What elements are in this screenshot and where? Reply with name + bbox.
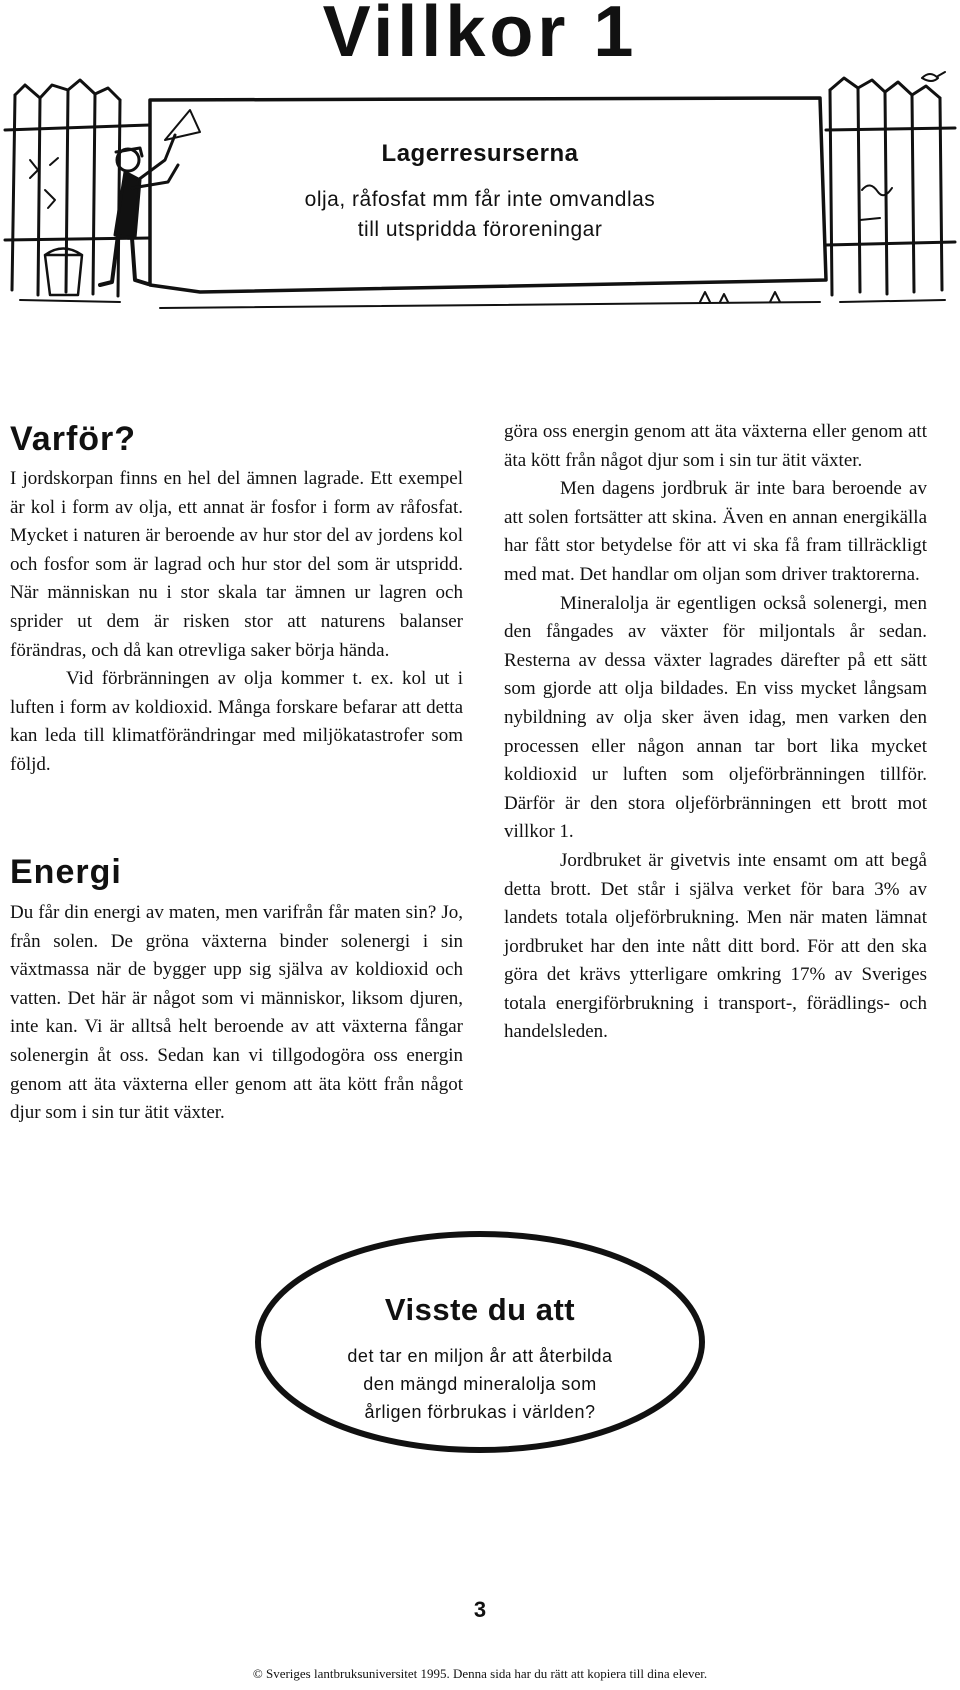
banner-line-2: till utspridda föroreningar bbox=[357, 218, 603, 241]
paragraph: Vid förbränningen av olja kommer t. ex. kol ut i luften i form av koldioxid. Många forskare befarar att detta kan leda till klimatförändringar med miljökatastrofer som följd. bbox=[10, 668, 463, 775]
visste-heading: Visste du att bbox=[384, 1292, 576, 1327]
section-energi-body bbox=[10, 899, 463, 1129]
banner-line-1: olja, råfosfat mm får inte omvandlas bbox=[304, 188, 656, 211]
visste-line-3: årligen förbrukas i världen? bbox=[364, 1402, 596, 1422]
footer-copyright: © Sveriges lantbruksuniversitet 1995. Denna sida har du rätt att kopiera till dina elever. bbox=[252, 1666, 708, 1681]
paragraph: Du får din energi av maten, men varifrån får maten sin? Jo, från solen. De gröna växterna binder solenergi i sin växtmassa när de bygger upp sig själva av koldioxid och vatten. Det här är något som vi människor, liksom djuren, inte kan. Vi är alltså helt beroende av att växterna fångar solenergin åt oss. Sedan kan vi tillgodogöra oss energin genom att äta växterna eller genom att äta kött från något djur som i sin tur ätit växter. bbox=[10, 902, 463, 1124]
right-column bbox=[504, 418, 927, 1047]
banner-heading: Lagerresurserna bbox=[381, 140, 579, 167]
page-title: Villkor 1 bbox=[322, 0, 638, 72]
paragraph: Mineralolja är egentligen också solenergi, men den fångades av växter för miljontals år sedan. Resterna av dessa växter lagrades därefter på ett sätt som gjorde att olja bildades. En viss mycket långsam nybildning av olja sker även idag, men varken den processen eller någon annan tar bort lika mycket koldioxid ur luften som oljeförbränningen tillför. Därför är den stora oljeförbränningen ett brott mot villkor 1. bbox=[504, 592, 927, 843]
paragraph: göra oss energin genom att äta växterna eller genom att äta kött från något djur som i sin tur ätit växter. bbox=[504, 421, 927, 471]
section-varfor-body bbox=[10, 465, 463, 780]
page-number: 3 bbox=[473, 1597, 487, 1622]
visste-line-2: den mängd mineralolja som bbox=[363, 1374, 597, 1394]
section-heading-energi: Energi bbox=[10, 853, 122, 891]
paragraph: Men dagens jordbruk är inte bara beroende av att solen fortsätter att skina. Även en annan energikälla har fått stor betydelse för att vi ska få fram tillräckligt med mat. Det handlar om oljan som driver traktorerna. bbox=[504, 478, 927, 585]
section-heading-varfor: Varför? bbox=[10, 420, 137, 458]
paragraph: Jordbruket är givetvis inte ensamt om att begå detta brott. Det står i själva verket för bara 3% av landets totala oljeförbrukning. Men när maten lämnat jordbruket har den inte nått ditt bord. För att den ska göra det krävs ytterligare omkring 17% av Sveriges totala energiförbrukning i transport-, förädlings- och handelsleden. bbox=[504, 849, 927, 1043]
paragraph: I jordskorpan finns en hel del ämnen lagrade. Ett exempel är kol i form av olja, ett annat är fosfor i form av råfosfat. Mycket i naturen är beroende av hur stor del av jordens kol och fosfor som är lagrad och hur stor del som är utspridd. När människan nu i stor skala tar ämnen ur lagren och sprider ut dem är risken stor att naturens balanser förändras, och då kan otrevliga saker börja hända. bbox=[10, 468, 463, 661]
visste-line-1: det tar en miljon år att återbilda bbox=[347, 1346, 613, 1366]
